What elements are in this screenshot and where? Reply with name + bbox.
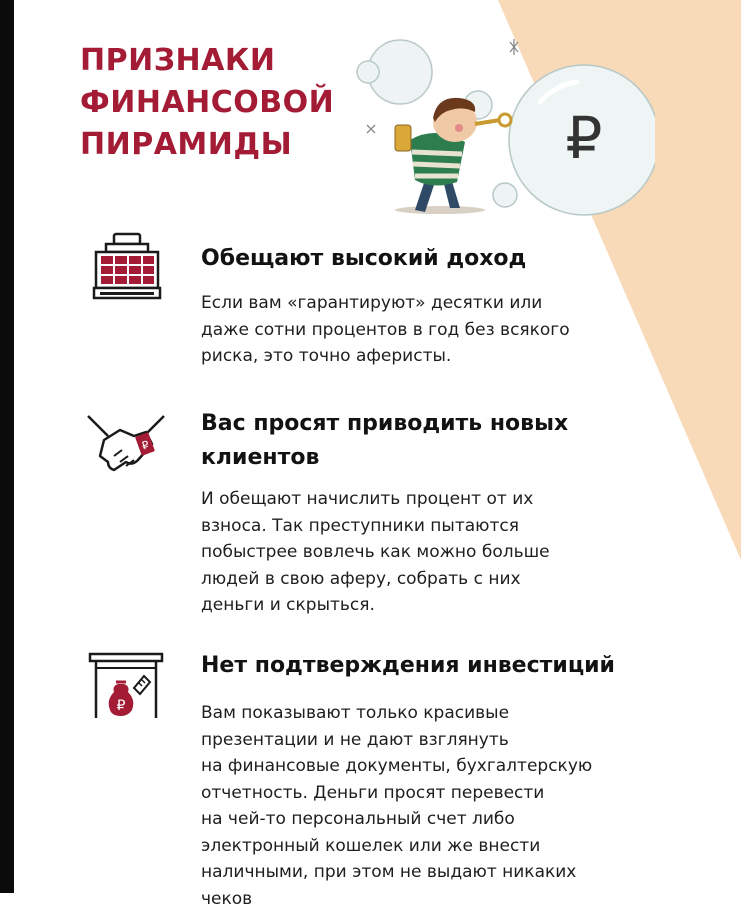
title-line-1: ПРИЗНАКИ — [80, 40, 380, 82]
sign-3-body-line-6: электронный кошелек или же внести — [201, 833, 592, 860]
sign-2-body-line-2: взноса. Так преступники пытаются — [201, 513, 550, 540]
sign-3-heading — [201, 649, 615, 683]
sign-3-body-line-8: чеков — [201, 886, 592, 912]
sign-1-heading-line-1: Обещают высокий доход — [201, 246, 526, 271]
sign-2-body-line-5: деньги и скрыться. — [201, 592, 550, 619]
sign-1-body-line-3: риска, это точно аферисты. — [201, 343, 570, 370]
sign-1-body-line-1: Если вам «гарантируют» десятки или — [201, 290, 570, 317]
sign-3-heading-line-1: Нет подтверждения инвестиций — [201, 653, 615, 678]
sign-3-body-line-5: на чей-то персональный счет либо — [201, 806, 592, 833]
svg-text:₽: ₽ — [140, 438, 151, 453]
sign-2-heading-line-2: клиентов — [201, 441, 568, 475]
briefcase-money-icon — [92, 232, 162, 300]
sign-1-heading — [201, 242, 526, 276]
sign-2-body-line-3: побыстрее вовлечь как можно больше — [201, 539, 550, 566]
svg-text:₽: ₽ — [117, 698, 126, 714]
sign-3-body-line-2: презентации и не дают взглянуть — [201, 727, 592, 754]
handshake-money-icon — [86, 410, 166, 478]
sign-2-heading-line-1: Вас просят приводить новых — [201, 407, 568, 441]
sign-1-body-line-2: даже сотни процентов в год без всякого — [201, 317, 570, 344]
boy-blowing-bubble-illustration — [355, 30, 655, 230]
sign-2-body-line-1: И обещают начислить процент от их — [201, 486, 550, 513]
page-title — [80, 40, 380, 166]
sign-3-body-line-3: на финансовые документы, бухгалтерскую — [201, 753, 592, 780]
title-line-2: ФИНАНСОВОЙ — [80, 82, 380, 124]
sign-1-body — [201, 290, 570, 370]
title-line-3: ПИРАМИДЫ — [80, 124, 380, 166]
sign-3-body-line-7: наличными, при этом не выдают никаких — [201, 859, 592, 886]
sign-3-body-line-1: Вам показывают только красивые — [201, 700, 592, 727]
money-bag-under-table-icon — [88, 652, 164, 720]
sign-3-body-line-4: отчетность. Деньги просят перевести — [201, 780, 592, 807]
sign-2-heading — [201, 407, 568, 475]
sign-2-body-line-4: людей в свою аферу, собрать с них — [201, 566, 550, 593]
sign-2-body — [201, 486, 550, 619]
sign-3-body — [201, 700, 592, 912]
ruble-symbol: ₽ — [566, 104, 603, 172]
